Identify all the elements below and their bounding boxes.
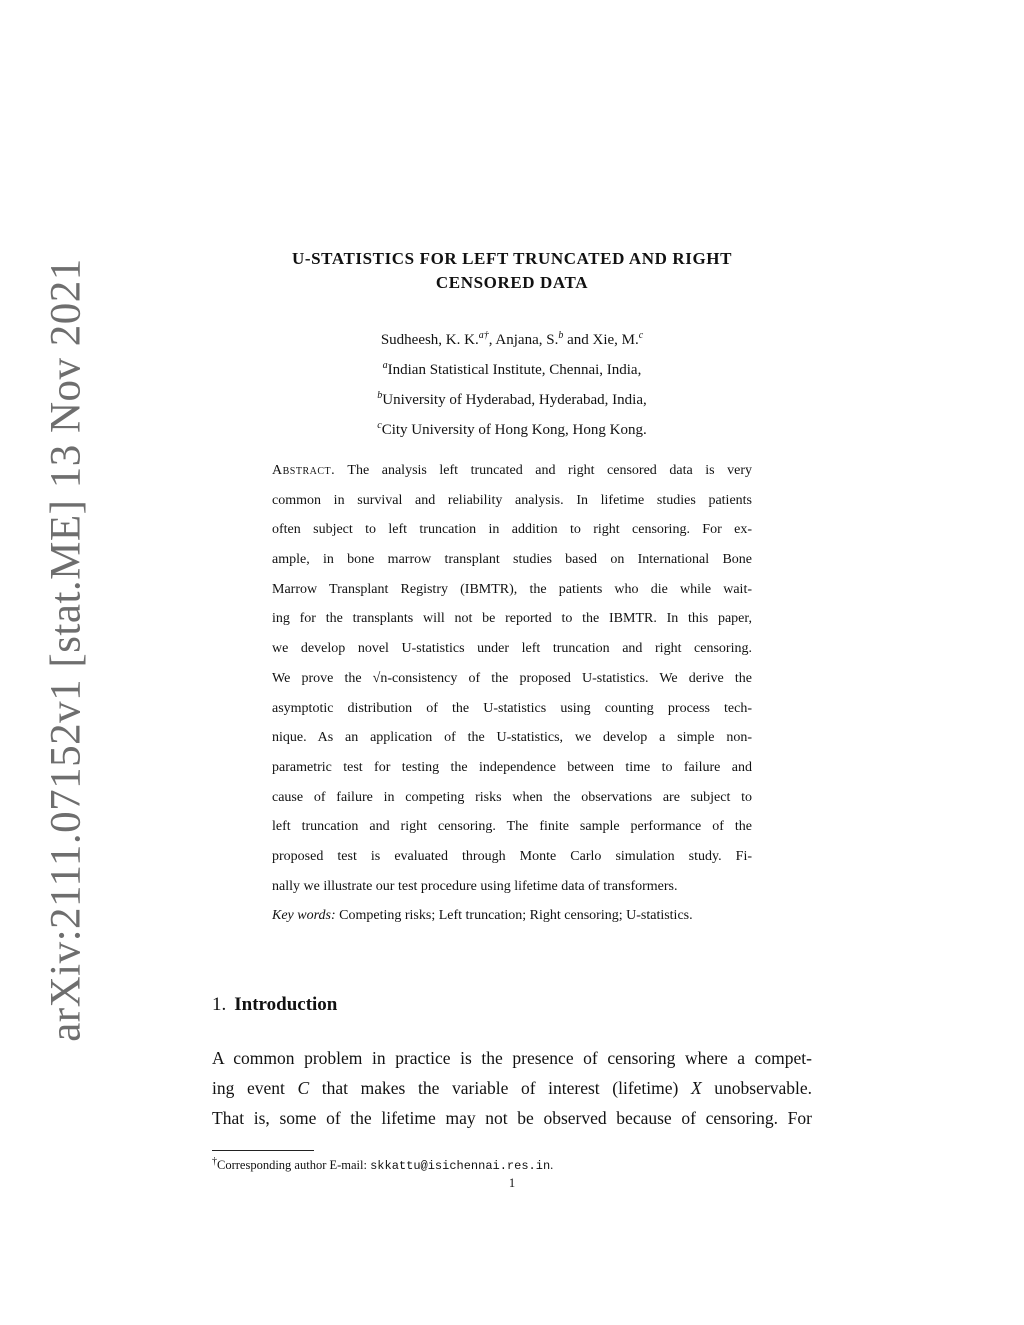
footnote-end: . (550, 1158, 554, 1173)
affiliation-text: University of Hyderabad, Hyderabad, India, (382, 392, 647, 408)
footnote (212, 1156, 553, 1173)
section-number: 1. (212, 994, 227, 1015)
author-1: Sudheesh, K. K. (380, 332, 479, 348)
abstract (272, 456, 752, 931)
body-text-fragment: ing event (212, 1078, 298, 1098)
affiliation-mark: c (377, 420, 382, 431)
abstract-line: left truncation and right censoring. The finite sample performance of the (272, 819, 752, 835)
abstract-line: common in survival and reliability analysis. In lifetime studies patients (272, 492, 752, 508)
author-list (262, 321, 762, 351)
title-line-1: U-STATISTICS FOR LEFT TRUNCATED AND RIGHT (291, 249, 733, 268)
footnote-text: Corresponding author E-mail: (217, 1158, 371, 1173)
footnote-divider (212, 1150, 314, 1151)
author-block (262, 321, 762, 441)
abstract-line-text: The analysis left truncated and right censored data is very (335, 463, 752, 478)
author-3: and Xie, M. (563, 332, 639, 348)
keywords-text: Competing risks; Left truncation; Right censoring; U-statistics. (335, 908, 693, 924)
body-line-1: A common problem in practice is the presence of censoring where a compet- (212, 1048, 812, 1068)
abstract-line (272, 456, 752, 486)
section-heading-introduction (212, 994, 337, 1016)
keywords-line (272, 901, 752, 931)
arxiv-identifier-stamp: arXiv:2111.07152v1 [stat.ME] 13 Nov 2021 (42, 258, 90, 1042)
author-2: , Anjana, S. (488, 332, 559, 348)
body-text-fragment: that makes the variable of interest (lifetime) (309, 1078, 691, 1098)
abstract-line: often subject to left truncation in addition to right censoring. For ex- (272, 522, 752, 538)
abstract-line: parametric test for testing the independence between time to failure and (272, 759, 752, 775)
keywords-label: Key words: (272, 908, 336, 924)
page-number: 1 (508, 1176, 516, 1190)
abstract-line: proposed test is evaluated through Monte Carlo simulation study. Fi- (272, 848, 752, 864)
title-line-2: CENSORED DATA (435, 273, 589, 292)
body-line-2 (212, 1073, 812, 1103)
author-1-marks: a† (478, 330, 489, 341)
abstract-line: nique. As an application of the U-statistics, we develop a simple non- (272, 730, 752, 746)
paper-title (212, 247, 812, 295)
math-variable-c: C (297, 1078, 310, 1098)
abstract-line: cause of failure in competing risks when the observations are subject to (272, 789, 752, 805)
footnote-mark: † (212, 1156, 217, 1167)
introduction-paragraph (212, 1043, 812, 1133)
body-text-fragment: unobservable. (701, 1078, 812, 1098)
abstract-label: Abstract. (272, 463, 336, 478)
abstract-line: Marrow Transplant Registry (IBMTR), the patients who die while wait- (272, 581, 752, 597)
affiliation-mark: a (382, 360, 388, 371)
affiliation-text: Indian Statistical Institute, Chennai, India, (387, 362, 642, 378)
author-2-mark: b (558, 330, 564, 341)
abstract-line: ing for the transplants will not be reported to the IBMTR. In this paper, (272, 611, 752, 627)
affiliation-b (262, 381, 762, 411)
abstract-line: we develop novel U-statistics under left truncation and right censoring. (272, 641, 752, 657)
affiliation-mark: b (377, 390, 383, 401)
section-name: Introduction (234, 994, 338, 1015)
abstract-line: nally we illustrate our test procedure using lifetime data of transformers. (272, 878, 678, 894)
footnote-email-link[interactable]: skkattu@isichennai.res.in (370, 1159, 551, 1174)
math-variable-x: X (690, 1078, 702, 1098)
body-line-3: That is, some of the lifetime may not be observed because of censoring. For (212, 1108, 812, 1128)
abstract-line: ample, in bone marrow transplant studies based on International Bone (272, 552, 752, 568)
abstract-line: We prove the √n-consistency of the proposed U-statistics. We derive the (272, 670, 752, 686)
affiliation-a (262, 351, 762, 381)
author-3-mark: c (638, 330, 644, 341)
affiliation-text: City University of Hong Kong, Hong Kong. (381, 422, 647, 438)
affiliation-c (262, 411, 762, 441)
abstract-line: asymptotic distribution of the U-statistics using counting process tech- (272, 700, 752, 716)
